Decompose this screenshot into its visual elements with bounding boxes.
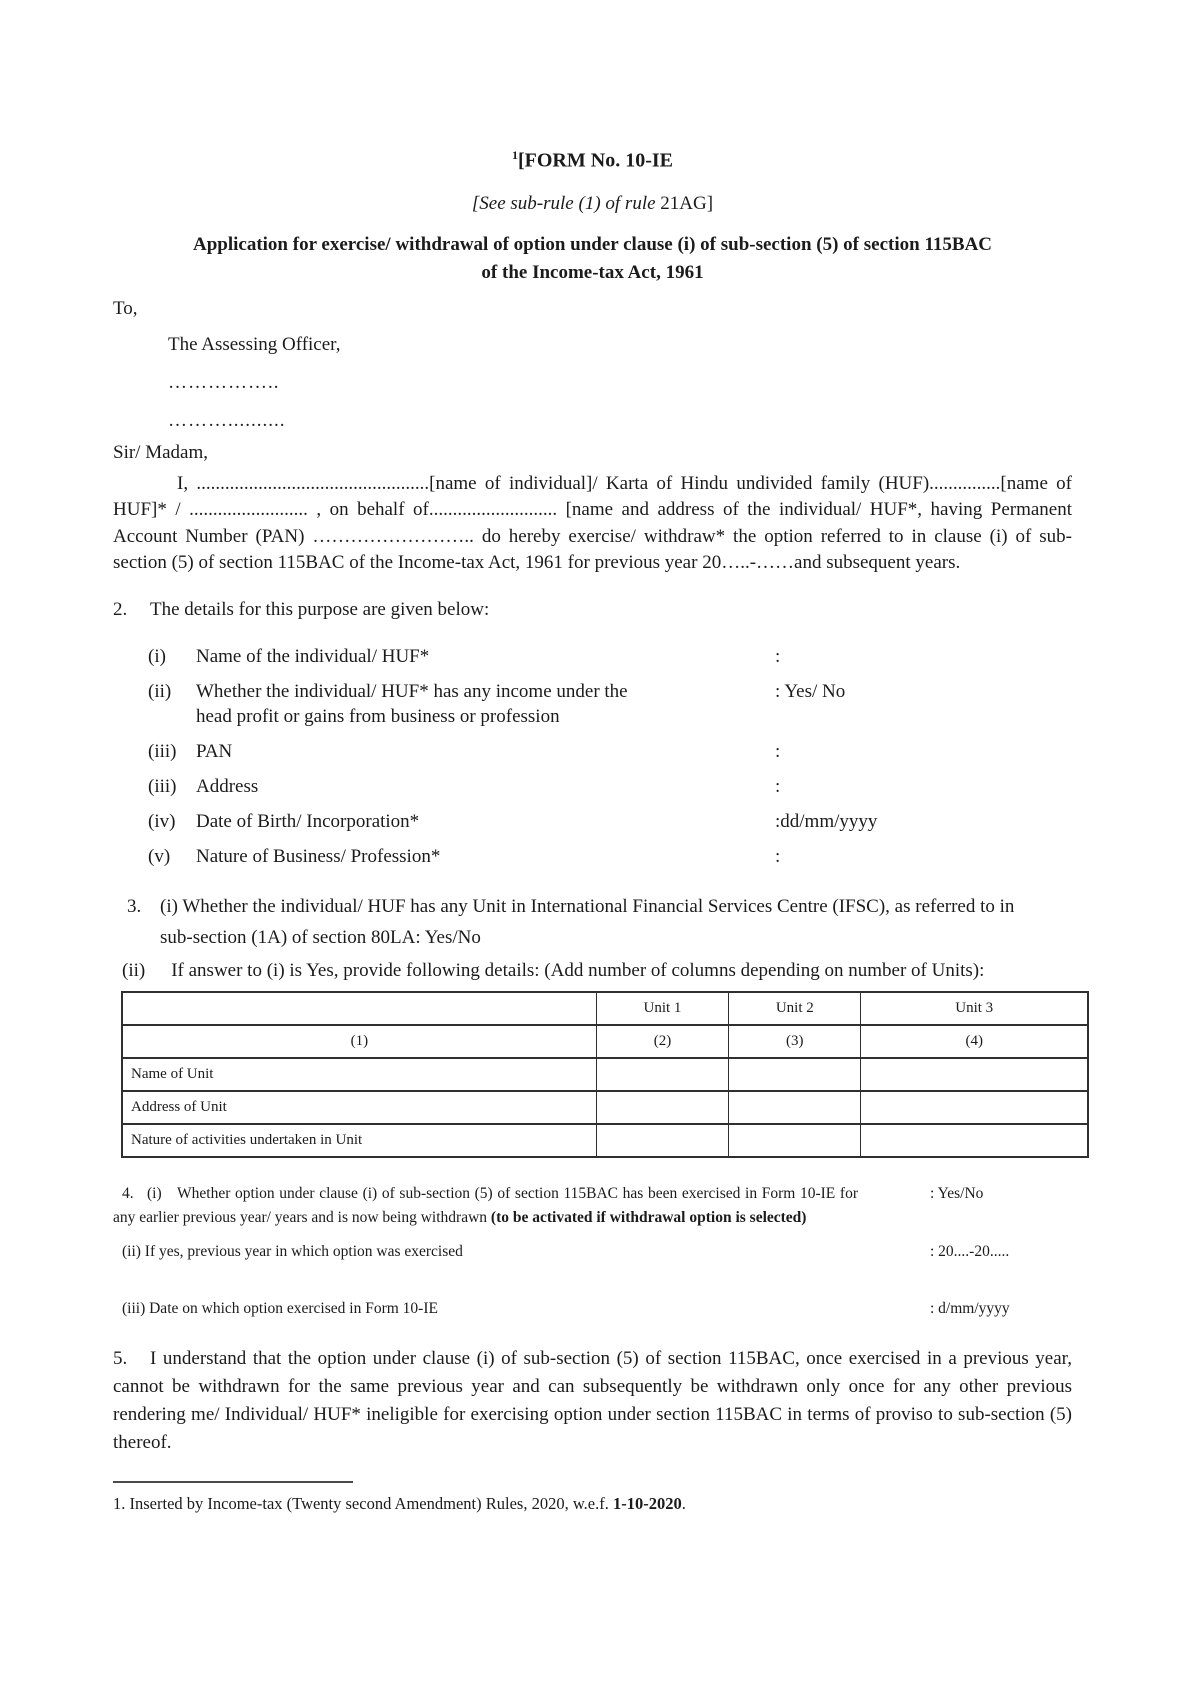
table-row-name-of-unit [122, 1058, 1088, 1091]
detail-item-dob [113, 809, 1072, 834]
item-value: : [775, 775, 781, 797]
detail-item-business-income [113, 679, 1072, 729]
footnote-reference-mark: 1 [512, 148, 518, 162]
declaration-paragraph: I, .................................................[name of individual]/ Karta of Hindu undivided family (HUF)...............[name of HUF]* / ......................... , on behalf of........................... [name and address of the individual/ HUF*, having Permanent Account Number (PAN) …………………….. do hereby exercise/ withdraw* the option referred to in clause (i) of sub-section (5) of section 115BAC of the Income-tax Act, 1961 for previous year 20…..-……and subsequent years. [113, 472, 1072, 574]
units-table [121, 991, 1089, 1158]
item-marker: (i) [148, 645, 166, 667]
section-4-item-iii-text: (iii) Date on which option exercised in Form 10-IE [122, 1299, 438, 1317]
table-colnum-3: (3) [729, 1025, 861, 1058]
units-table-header-row [122, 992, 1088, 1025]
officer-address-dotted-line-2: ……….......... [168, 409, 286, 431]
form-title [113, 231, 1072, 287]
footnote-suffix: . [681, 1493, 686, 1513]
section-3-item-ii [122, 958, 1072, 983]
item-marker: (iii) [148, 740, 177, 762]
table-header-unit2: Unit 2 [729, 992, 861, 1025]
section-4-item-i-bold-note: (to be activated if withdrawal option is selected) [490, 1208, 807, 1226]
empty-cell [861, 1058, 1088, 1091]
item-value: : [775, 740, 781, 762]
item-value: : 20....-20..... [930, 1242, 1010, 1260]
section-4-item-i [113, 1182, 1072, 1230]
row-label: Address of Unit [122, 1091, 596, 1124]
assessing-officer-line: The Assessing Officer, [168, 333, 341, 355]
section-4-item-iii [122, 1297, 1072, 1321]
item-label: Name of the individual/ HUF* [196, 645, 430, 667]
item-label: Nature of Business/ Profession* [196, 845, 441, 867]
section-3-number: 3. [127, 895, 142, 917]
sub-rule-italic-text: [See sub-rule (1) of rule [471, 192, 656, 214]
empty-cell [729, 1091, 861, 1124]
item-value: :dd/mm/yyyy [775, 810, 878, 832]
greeting-line: Sir/ Madam, [113, 441, 208, 463]
item-value: : Yes/ No [775, 680, 846, 702]
footnote-text: 1. Inserted by Income-tax (Twenty second Amendment) Rules, 2020, w.e.f. [113, 1493, 613, 1513]
section-4-item-i-text: Whether option under clause (i) of sub-section (5) of section 115BAC has been exercised in Form 10-IE for any earlier previous year/ years and is now being withdrawn [113, 1184, 858, 1226]
section-5-paragraph [113, 1345, 1072, 1457]
officer-address-dotted-line-1: …………….. [168, 371, 280, 393]
form-title-line1: Application for exercise/ withdrawal of option under clause (i) of sub-section (5) of section 115BAC [192, 233, 993, 255]
table-header-unit3: Unit 3 [861, 992, 1088, 1025]
item-value: : Yes/No [930, 1184, 984, 1202]
table-row-nature-of-activities [122, 1124, 1088, 1157]
empty-cell [596, 1124, 728, 1157]
units-table-colnum-row [122, 1025, 1088, 1058]
item-marker: (ii) [148, 680, 172, 702]
section-2-heading-text: The details for this purpose are given below: [150, 598, 490, 620]
section-4-item-ii [122, 1240, 1072, 1264]
section-5-text: I understand that the option under clause (i) of sub-section (5) of section 115BAC, once exercised in a previous year, cannot be withdrawn for the same previous year and can subsequently be withdrawn only once for any other previous rendering me/ Individual/ HUF* ineligible for exercising option under section 115BAC in terms of proviso to sub-section (5) thereof. [113, 1347, 1072, 1453]
footnote-divider [113, 1481, 353, 1483]
item-label: PAN [196, 740, 233, 762]
section-4-number: 4. [122, 1184, 134, 1202]
item-marker: (iii) [148, 775, 177, 797]
table-colnum-1: (1) [122, 1025, 596, 1058]
table-row-address-of-unit [122, 1091, 1088, 1124]
sub-rule-regular-text: 21AG] [655, 192, 714, 214]
empty-cell [729, 1124, 861, 1157]
section-4-item-ii-text: (ii) If yes, previous year in which option was exercised [122, 1242, 463, 1260]
item-value: : [775, 645, 781, 667]
item-value: : d/mm/yyyy [930, 1299, 1010, 1317]
item-label: Whether the individual/ HUF* has any income under the head profit or gains from business or profession [196, 680, 628, 727]
item-marker: (iv) [148, 810, 176, 832]
table-colnum-2: (2) [596, 1025, 728, 1058]
form-title-line2: of the Income-tax Act, 1961 [481, 261, 704, 283]
empty-cell [861, 1124, 1088, 1157]
detail-item-name [113, 644, 1072, 669]
footnote-date: 1-10-2020 [612, 1493, 682, 1513]
row-label: Nature of activities undertaken in Unit [122, 1124, 596, 1157]
empty-cell [596, 1058, 728, 1091]
detail-item-pan [113, 739, 1072, 764]
salutation-to: To, [113, 297, 138, 319]
footnote [113, 1492, 1072, 1516]
section-2-items [113, 644, 1072, 869]
form-number-text: [FORM No. 10-IE [518, 149, 673, 172]
table-colnum-4: (4) [861, 1025, 1088, 1058]
item-marker: (i) [147, 1184, 162, 1202]
table-header-unit1: Unit 1 [596, 992, 728, 1025]
empty-cell [596, 1091, 728, 1124]
table-header-blank [122, 992, 596, 1025]
empty-cell [729, 1058, 861, 1091]
form-content [113, 0, 1072, 1516]
section-3-item-ii-text: If answer to (i) is Yes, provide following details: (Add number of columns depending on number of Units): [171, 959, 985, 981]
section-3-item-i-text: (i) Whether the individual/ HUF has any Unit in International Financial Services Centre (IFSC), as referred to in sub-section (1A) of section 80LA: Yes/No [160, 895, 1015, 948]
section-2-heading [113, 597, 1072, 623]
section-5-number: 5. [113, 1347, 128, 1369]
item-label: Address [196, 775, 259, 797]
sub-rule-note [113, 191, 1072, 217]
empty-cell [861, 1091, 1088, 1124]
section-4-item-i-text-block [113, 1182, 858, 1230]
row-label: Name of Unit [122, 1058, 596, 1091]
detail-item-nature-of-business [113, 844, 1072, 869]
item-value: : [775, 845, 781, 867]
section-3-item-i [113, 891, 1040, 953]
detail-item-address [113, 774, 1072, 799]
form-number-title [113, 143, 1072, 173]
item-label: Date of Birth/ Incorporation* [196, 810, 420, 832]
section-2-number: 2. [113, 598, 128, 620]
item-marker: (v) [148, 845, 171, 867]
item-marker: (ii) [122, 959, 146, 981]
